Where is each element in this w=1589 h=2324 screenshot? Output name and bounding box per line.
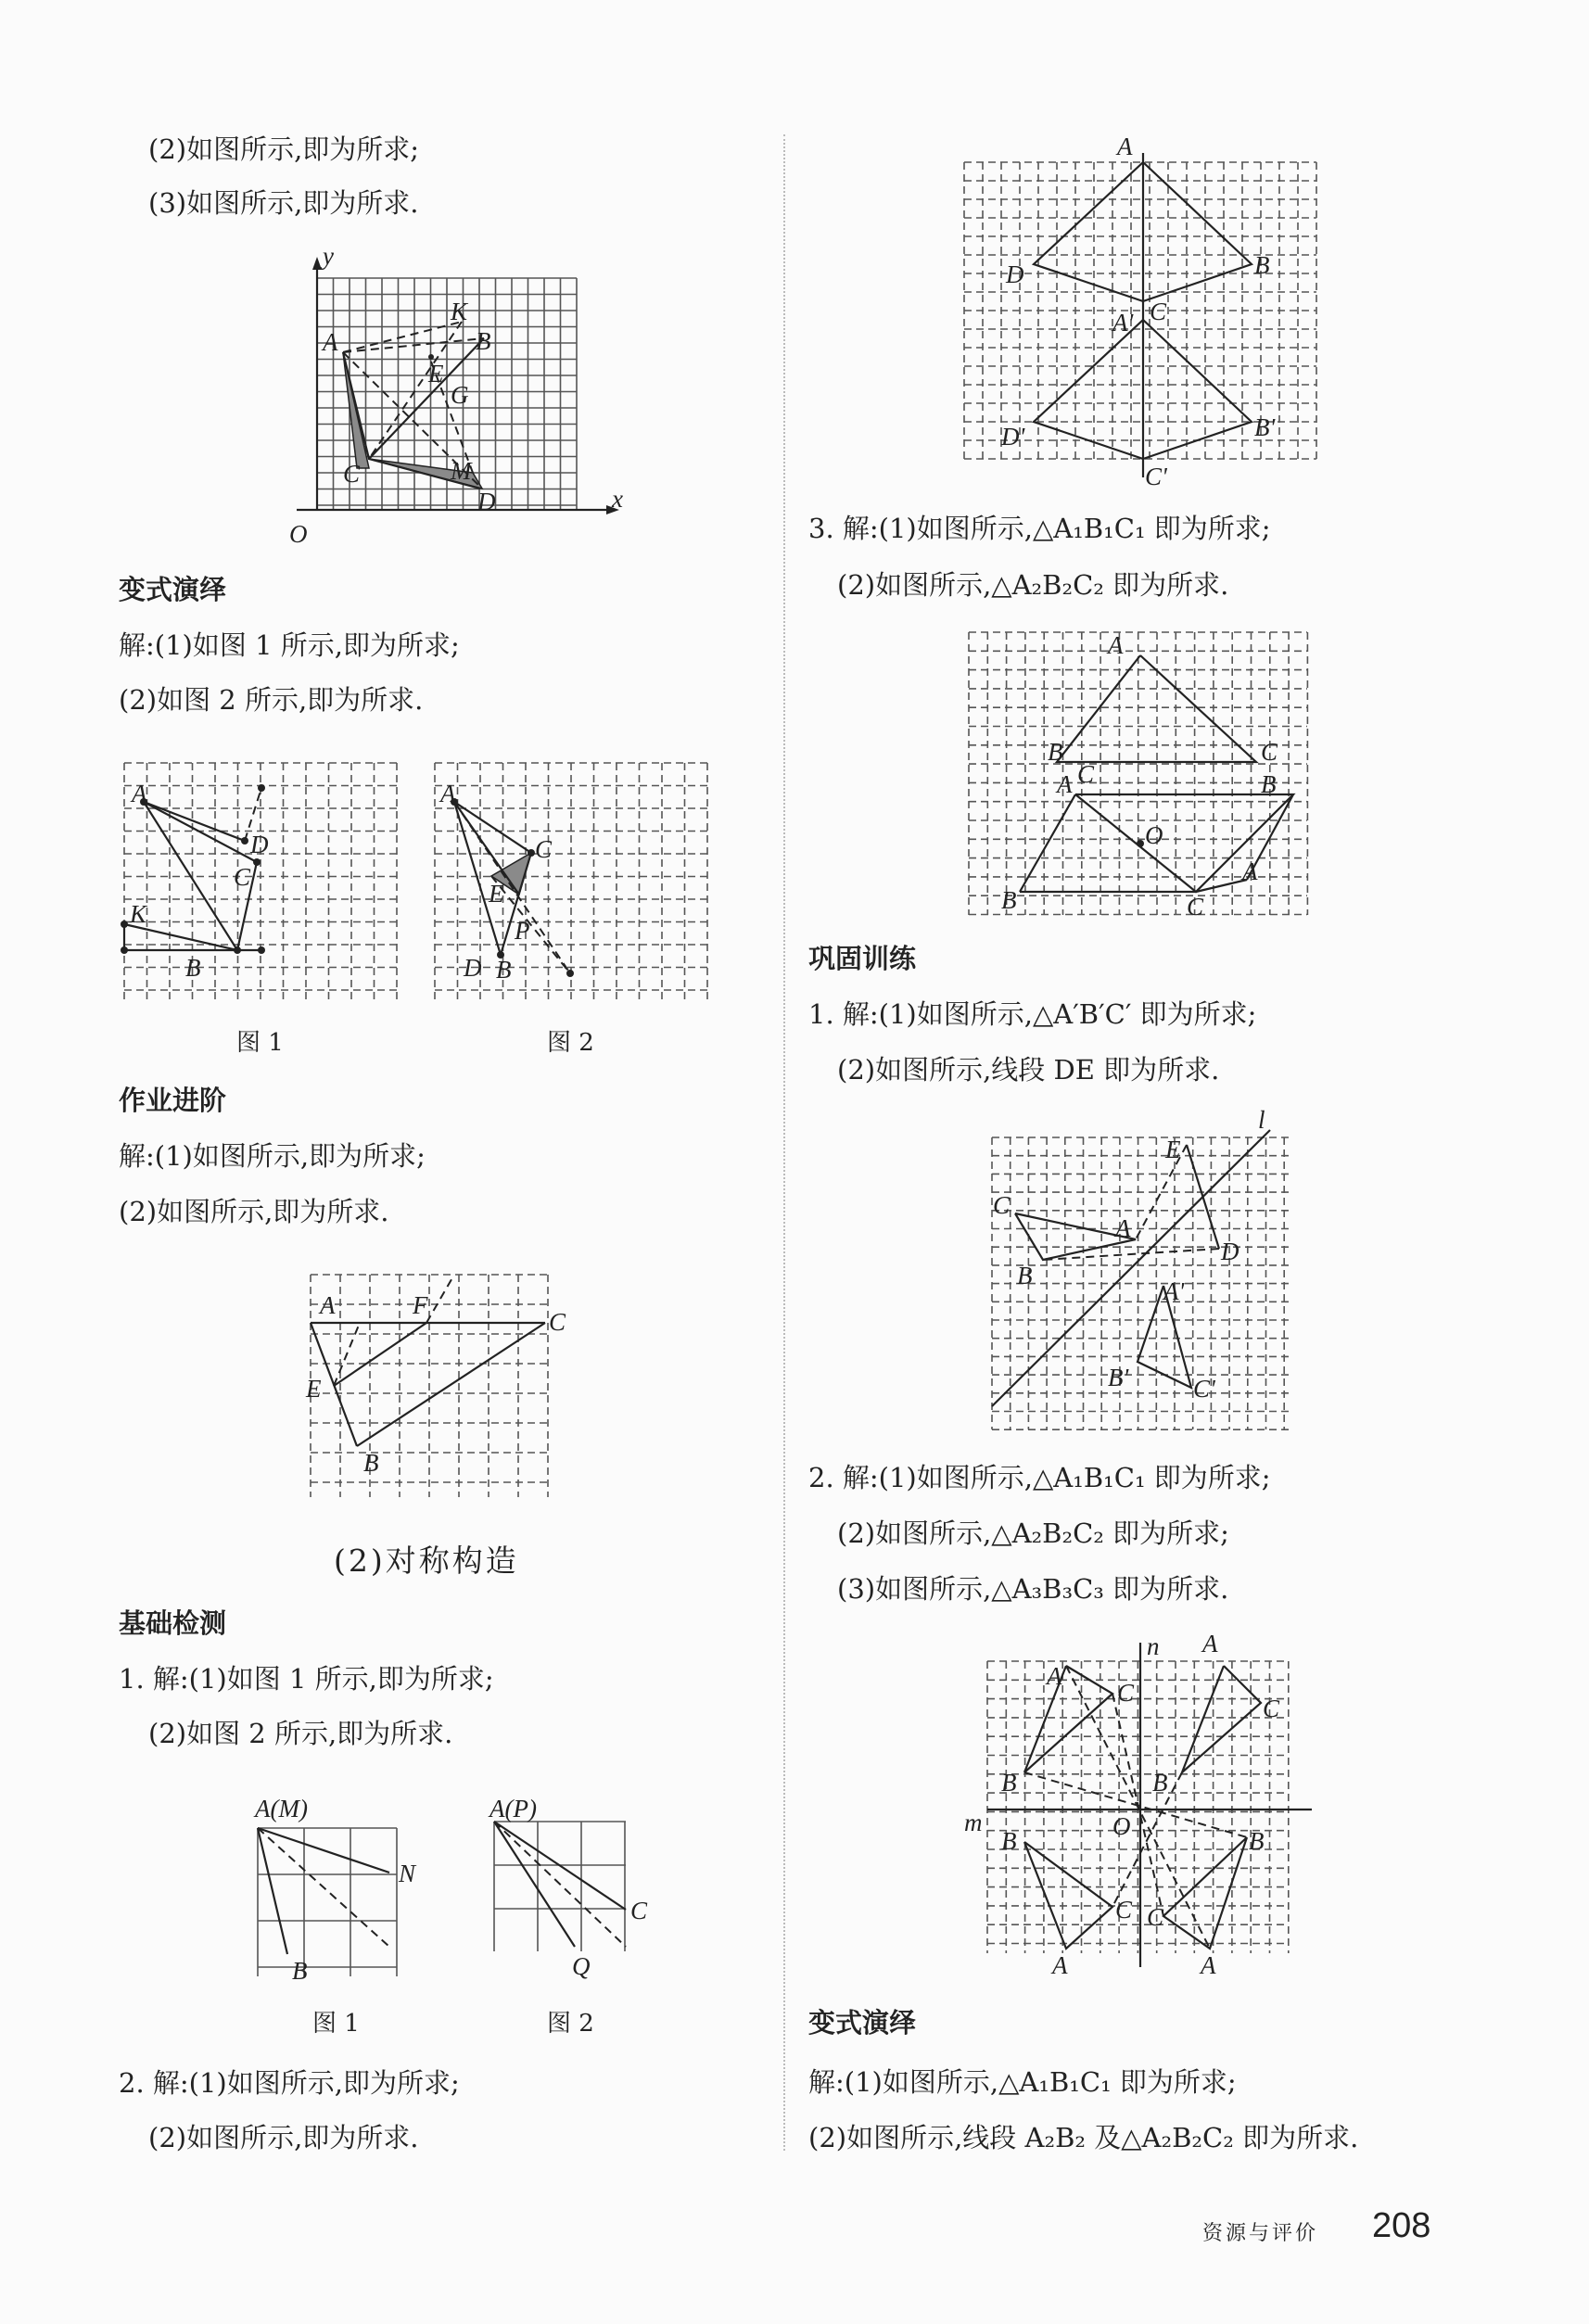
point-label: C: [1150, 298, 1167, 325]
dashed-segment: [258, 1828, 389, 1947]
center-point-O: [1137, 840, 1144, 847]
point-label: B: [1001, 886, 1017, 914]
point-label: B: [292, 1957, 308, 1985]
answer-line: 解:(1)如图 1 所示,即为所求;: [119, 629, 460, 661]
point-label: Q: [572, 1952, 591, 1980]
origin-label: O: [289, 520, 308, 548]
point-label: D: [1221, 1238, 1239, 1265]
point-label: A: [1108, 631, 1124, 659]
point-label: C: [343, 460, 361, 488]
section-heading: 巩固训练: [808, 943, 917, 974]
answer-line: (2)如图所示,线段 DE 即为所求.: [837, 1054, 1220, 1086]
point-label: A': [1163, 1277, 1185, 1305]
point-label: B: [185, 954, 201, 982]
point-label: P: [515, 917, 530, 945]
axis-label-x: x: [612, 485, 623, 513]
point-label: B': [1108, 1364, 1129, 1391]
point-label: l: [1258, 1106, 1265, 1134]
column-divider: [783, 134, 785, 2151]
grid-figure-1: [250, 1795, 454, 1985]
point-label: B: [1017, 1262, 1033, 1289]
triangle: [1024, 1666, 1112, 1772]
segment: [124, 924, 237, 950]
point-label: m: [964, 1809, 983, 1836]
point-label: A: [1202, 1630, 1218, 1657]
grid-figure: [306, 1275, 584, 1506]
point-label: E: [306, 1375, 322, 1403]
answer-line: 解:(1)如图所示,即为所求;: [119, 1140, 426, 1172]
point-label: n: [1147, 1632, 1160, 1660]
point-label: C: [1147, 1903, 1164, 1931]
point-label: D: [250, 831, 269, 858]
answer-line: (2)如图 2 所示,即为所求.: [119, 684, 424, 716]
point-label: D: [477, 488, 496, 515]
answer-line: (2)如图所示,即为所求.: [119, 1196, 389, 1227]
triangle: [1182, 1666, 1261, 1772]
page-number: 208: [1372, 2206, 1431, 2245]
segment: [258, 1828, 389, 1873]
segment-DE: [1187, 1145, 1219, 1249]
point-label: C: [535, 835, 553, 863]
answer-line: (3)如图所示,即为所求.: [148, 187, 419, 219]
point-label: B: [1261, 770, 1277, 798]
point-label: C: [630, 1897, 648, 1924]
answer-line: (2)如图所示,△A₂B₂C₂ 即为所求;: [837, 1518, 1229, 1549]
grid-figure: [960, 134, 1330, 491]
point-label: B: [363, 1449, 379, 1477]
answer-line: (2)如图所示,即为所求.: [148, 2122, 419, 2153]
section-heading: 作业进阶: [119, 1085, 227, 1116]
point-label: A: [1057, 770, 1073, 798]
point-label: A(M): [255, 1795, 308, 1822]
figure-caption: 图 2: [547, 1029, 594, 1057]
answer-line: (2)如图所示,△A₂B₂C₂ 即为所求.: [837, 569, 1229, 601]
point-label: A: [1047, 1662, 1062, 1690]
grid-figure-1: [121, 756, 403, 1006]
point-label: B: [1249, 1827, 1265, 1855]
footer-label: 资源与评价: [1202, 2222, 1319, 2245]
segment: [1196, 880, 1247, 892]
point-label: C: [234, 863, 251, 891]
point-label: B: [1001, 1827, 1017, 1855]
point-label: G: [451, 381, 469, 409]
answer-line: (2)如图 2 所示,即为所求.: [148, 1718, 453, 1749]
segment: [258, 1828, 287, 1954]
answer-line: (2)如图所示,线段 A₂B₂ 及△A₂B₂C₂ 即为所求.: [808, 2122, 1359, 2153]
point-label: N: [399, 1860, 416, 1887]
point-label: C': [1145, 463, 1167, 490]
point-label: O: [1112, 1812, 1131, 1840]
point-label: C: [549, 1308, 566, 1336]
grid-figure: [987, 1106, 1303, 1439]
segment: [144, 802, 245, 841]
point-label: E: [489, 880, 504, 908]
point-label: E: [428, 360, 444, 387]
point-label: B: [476, 327, 491, 355]
grid-figure-2: [431, 756, 714, 1006]
coordinate-grid-figure: [278, 242, 630, 552]
answer-line: 2. 解:(1)如图所示,即为所求;: [119, 2067, 460, 2099]
point-label: C': [1193, 1375, 1215, 1403]
point-label: D': [1001, 423, 1025, 451]
point-label: B': [1254, 413, 1276, 441]
point-label: A': [1112, 309, 1134, 337]
line-l: [992, 1130, 1270, 1406]
grid-figure: [960, 1629, 1321, 1986]
point-label: O: [1145, 821, 1163, 849]
point-label: B: [1152, 1769, 1168, 1797]
grid-figure-2: [487, 1795, 691, 1984]
point-label: C: [1077, 760, 1095, 788]
point-label: F: [413, 1291, 428, 1319]
point-label: B: [496, 956, 512, 984]
answer-line: 1. 解:(1)如图所示,△A′B′C′ 即为所求;: [808, 998, 1257, 1030]
point-label: C: [1187, 893, 1204, 921]
point-label: A: [1201, 1951, 1216, 1979]
section-heading: 变式演绎: [808, 2007, 917, 2038]
figure-caption: 图 2: [547, 2010, 594, 2038]
point-label: K: [451, 298, 468, 325]
point-label: M: [451, 457, 472, 485]
answer-line: 3. 解:(1)如图所示,△A₁B₁C₁ 即为所求;: [808, 513, 1271, 544]
grid-figure: [964, 628, 1316, 924]
figure-caption: 图 1: [236, 1029, 284, 1057]
point-label: A: [323, 328, 338, 356]
point-label: A: [1117, 133, 1133, 160]
point-label: C: [1117, 1679, 1135, 1707]
section-heading: 变式演绎: [119, 574, 227, 605]
triangle: [1024, 1842, 1112, 1949]
point-label: A: [1115, 1214, 1131, 1242]
y-axis-arrow-icon: [312, 257, 322, 270]
answer-line: 解:(1)如图所示,△A₁B₁C₁ 即为所求;: [808, 2066, 1237, 2098]
point-label: A: [440, 780, 456, 807]
section-title: (2)对称构造: [334, 1543, 519, 1579]
point-label: K: [130, 900, 147, 928]
point-label: B: [1254, 251, 1270, 279]
segment-CB: [357, 1323, 545, 1446]
point-label: A: [1052, 1951, 1068, 1979]
dashed-segment: [454, 802, 570, 973]
point-label: A: [320, 1291, 336, 1319]
point-label: C: [1115, 1896, 1133, 1924]
point-label: E: [1165, 1136, 1181, 1163]
dashed-segment: [494, 1822, 626, 1947]
point-label: D: [1006, 260, 1024, 288]
point-label: A: [132, 780, 147, 807]
answer-line: (2)如图所示,即为所求;: [148, 133, 420, 165]
dashed-segment: [426, 1275, 454, 1323]
segment: [494, 1822, 575, 1947]
point-label: C: [1261, 738, 1278, 766]
point-label: A(P): [489, 1795, 537, 1822]
figure-caption: 图 1: [312, 2010, 360, 2038]
point-label: D: [464, 954, 482, 982]
answer-line: (3)如图所示,△A₃B₃C₃ 即为所求.: [837, 1573, 1229, 1605]
answer-line: 1. 解:(1)如图 1 所示,即为所求;: [119, 1663, 494, 1695]
point-label: B: [1048, 738, 1063, 766]
point-label: C: [1263, 1695, 1280, 1722]
point-label: A: [1242, 857, 1258, 885]
point-label: B: [1001, 1769, 1017, 1797]
point-label: C: [993, 1191, 1011, 1219]
axis-label-y: y: [323, 242, 334, 270]
answer-line: 2. 解:(1)如图所示,△A₁B₁C₁ 即为所求;: [808, 1462, 1271, 1493]
section-heading: 基础检测: [119, 1607, 227, 1639]
